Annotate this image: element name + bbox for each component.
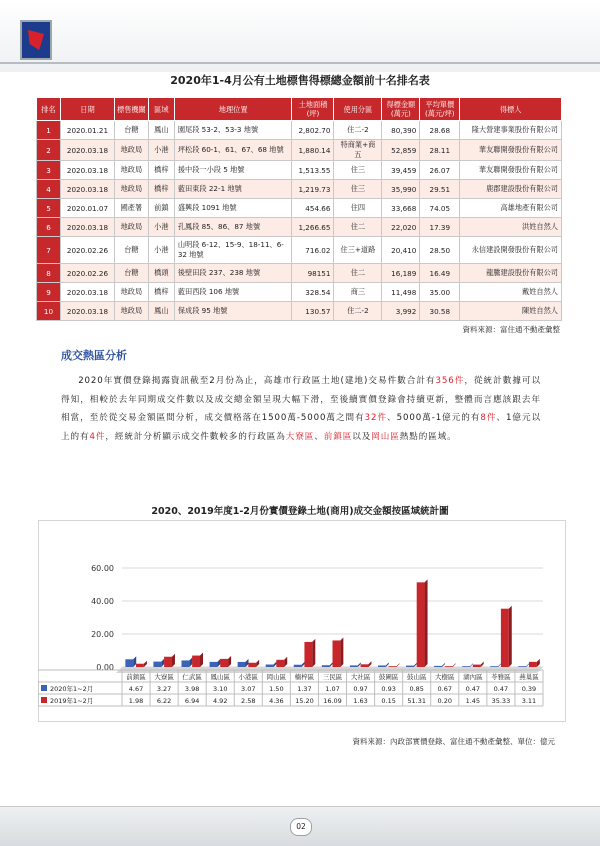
cell-location: 園尾段 53-2、53-3 地號: [174, 121, 292, 140]
cell-zone: 住二-2: [334, 302, 382, 321]
bar-2019: [473, 665, 481, 667]
bar-side: [537, 659, 540, 667]
cell-winner: 隆大營建事業股份有限公司: [460, 121, 562, 140]
cell-zone: 住二: [334, 218, 382, 237]
cell-date: 2020.03.18: [60, 302, 114, 321]
cell-location: 援中段一小段 5 地號: [174, 161, 292, 180]
cell-agency: 地政局: [114, 283, 148, 302]
x-tick-label: 鼓圃區: [378, 673, 399, 681]
data-label: 0.47: [493, 685, 509, 693]
cell-zone: 住三+道路: [334, 237, 382, 264]
cell-location: 坪松段 60-1、61、67、68 地號: [174, 140, 292, 161]
data-label: 0.93: [381, 685, 396, 693]
cell-agency: 地政局: [114, 161, 148, 180]
bar-2019: [417, 582, 425, 667]
data-label: 0.85: [409, 685, 424, 693]
cell-district: 鳳山: [148, 121, 174, 140]
bar-side: [425, 579, 428, 667]
bar-2019: [333, 640, 341, 667]
bar-2020: [350, 665, 358, 667]
cell-rank: 2: [37, 140, 61, 161]
cell-winner: 華友聯開發股份有限公司: [460, 161, 562, 180]
cell-winner: 鹿郡建設股份有限公司: [460, 180, 562, 199]
bar-2019: [445, 666, 453, 667]
cell-zone: 住二: [334, 264, 382, 283]
data-label: 1.50: [269, 685, 284, 693]
bar-side: [228, 656, 231, 667]
col-header-district: 區域: [148, 98, 174, 121]
bar-side: [358, 662, 361, 667]
cell-zone: 住四: [334, 199, 382, 218]
cell-agency: 地政局: [114, 180, 148, 199]
cell-district: 小港: [148, 140, 174, 161]
cell-rank: 10: [37, 302, 61, 321]
data-label: 0.20: [437, 697, 453, 705]
cell-amount: 3,992: [382, 302, 420, 321]
cell-unit-price: 28.11: [420, 140, 460, 161]
cell-rank: 6: [37, 218, 61, 237]
cell-location: 保成段 95 地號: [174, 302, 292, 321]
col-header-location: 地理位置: [174, 98, 292, 121]
table-row: [37, 218, 562, 237]
bar-side: [200, 653, 203, 667]
data-label: 1.98: [128, 697, 144, 705]
page-number: 02: [290, 818, 312, 836]
table-row: [37, 180, 562, 199]
cell-unit-price: 16.49: [420, 264, 460, 283]
data-label: 1.37: [297, 685, 312, 693]
cell-rank: 1: [37, 121, 61, 140]
data-label: 51.31: [407, 697, 427, 705]
cell-date: 2020.02.26: [60, 264, 114, 283]
cell-area: 454.66: [292, 199, 334, 218]
data-label: 3.07: [241, 685, 256, 693]
data-label: 1.63: [353, 697, 368, 705]
cell-district: 橋梓: [148, 283, 174, 302]
data-label: 1.45: [465, 697, 481, 705]
data-label: 1.07: [325, 685, 340, 693]
x-tick-label: 岡山區: [266, 673, 287, 681]
cell-location: 藍田東段 22-1 地號: [174, 180, 292, 199]
cell-amount: 39,459: [382, 161, 420, 180]
data-label: 3.98: [184, 685, 200, 693]
x-tick-label: 燕巢區: [519, 673, 539, 681]
data-label: 0.15: [381, 697, 396, 705]
data-label: 4.36: [269, 697, 284, 705]
cell-zone: 住三: [334, 180, 382, 199]
data-label: 0.39: [521, 685, 537, 693]
bar-side: [368, 661, 371, 667]
x-tick-label: 苓雅區: [491, 673, 511, 681]
table-row: [37, 161, 562, 180]
y-tick-label: 0.00: [96, 663, 114, 672]
bar-2020: [238, 662, 246, 667]
section-title: 成交熱區分析: [61, 349, 127, 362]
x-tick-label: 湖內區: [463, 673, 483, 681]
cell-district: 橋梓: [148, 161, 174, 180]
cell-rank: 4: [37, 180, 61, 199]
table-source-note: 資料來源：富住通不動產彙整: [462, 325, 560, 334]
cell-area: 130.57: [292, 302, 334, 321]
bar-2019: [136, 664, 144, 667]
bar-2019: [529, 662, 537, 667]
cell-winner: 洪姓自然人: [460, 218, 562, 237]
bar-side: [481, 662, 484, 667]
data-label: 3.11: [521, 697, 537, 705]
bar-side: [498, 663, 501, 667]
bar-side: [312, 639, 315, 667]
cell-winner: 陳姓自然人: [460, 302, 562, 321]
x-tick-label: 大寮區: [154, 673, 174, 681]
cell-unit-price: 30.58: [420, 302, 460, 321]
col-header-zone: 使用分區: [334, 98, 382, 121]
x-tick-label: 三民區: [322, 673, 343, 681]
x-tick-label: 小港區: [238, 673, 259, 681]
bar-2019: [220, 659, 228, 667]
cell-unit-price: 28.50: [420, 237, 460, 264]
cell-rank: 7: [37, 237, 61, 264]
cell-district: 小港: [148, 237, 174, 264]
x-tick-label: 仁武區: [182, 673, 202, 681]
bar-side: [453, 663, 456, 667]
district-amount-bar-chart: [38, 520, 564, 720]
bar-side: [172, 654, 175, 667]
data-label: 0.97: [353, 685, 368, 693]
bar-side: [284, 657, 287, 667]
cell-amount: 35,990: [382, 180, 420, 199]
cell-amount: 80,390: [382, 121, 420, 140]
bar-side: [144, 661, 147, 667]
cell-rank: 5: [37, 199, 61, 218]
cell-winner: 龍騰建設股份有限公司: [460, 264, 562, 283]
bar-2020: [518, 666, 526, 667]
data-label: 6.22: [156, 697, 172, 705]
cell-rank: 3: [37, 161, 61, 180]
cell-date: 2020.03.18: [60, 180, 114, 199]
data-label: 16.09: [323, 697, 342, 705]
bar-2020: [462, 666, 470, 667]
cell-agency: 地政局: [114, 218, 148, 237]
cell-agency: 地政局: [114, 140, 148, 161]
cell-amount: 52,859: [382, 140, 420, 161]
table-row: [37, 264, 562, 283]
cell-amount: 20,410: [382, 237, 420, 264]
bar-side: [442, 663, 445, 667]
table-row: [37, 140, 562, 161]
cell-district: 橋梓: [148, 180, 174, 199]
legend-swatch: [41, 697, 47, 703]
bar-side: [256, 660, 259, 667]
cell-date: 2020.03.18: [60, 161, 114, 180]
cell-area: 716.02: [292, 237, 334, 264]
col-header-rank: 排名: [37, 98, 61, 121]
bar-2020: [378, 665, 386, 667]
cell-district: 小港: [148, 218, 174, 237]
cell-date: 2020.03.18: [60, 218, 114, 237]
col-header-date: 日期: [60, 98, 114, 121]
cell-district: 橋頭: [148, 264, 174, 283]
bar-side: [470, 663, 473, 667]
cell-winner: 高雄地產有限公司: [460, 199, 562, 218]
cell-location: 藍田西段 106 地號: [174, 283, 292, 302]
cell-unit-price: 29.51: [420, 180, 460, 199]
bar-2020: [490, 666, 498, 667]
col-header-unit-price: 平均單價(萬元/坪): [420, 98, 460, 121]
cell-district: 鳳山: [148, 302, 174, 321]
table-row: [37, 199, 562, 218]
bar-side: [386, 662, 389, 667]
bar-side: [414, 663, 417, 667]
cell-location: 後壁田段 237、238 地號: [174, 264, 292, 283]
bar-side: [526, 663, 529, 667]
table-row: [37, 283, 562, 302]
bar-2020: [322, 665, 330, 667]
table-row: [37, 302, 562, 321]
cell-location: 孔鳳段 85、86、87 地號: [174, 218, 292, 237]
analysis-paragraph: 2020年實價登錄揭露資訊截至2月份為止，高雄市行政區土地(建地)交易件數合計有356件，從統計數據可以得知，相較於去年同期成交件數以及成交總金額呈現大幅下滑，至後續實價登錄會持續更新，整體而言應該跟去年相當，至於從交易金額區間分析，成交價格落在1500萬-5000萬之間有32件、5000萬-1億元的有8件、1億元以上的有4件，經統計分析顯示成交件數較多的行政區為大寮區、前鎮區以及岡山區熱點的區域。: [61, 376, 542, 442]
cell-location: 山明段 6-12、15-9、18-11、6-32 地號: [174, 237, 292, 264]
table-row: [37, 237, 562, 264]
legend-entry: 2019年1~2月: [50, 697, 94, 705]
bar-2020: [182, 660, 190, 667]
cell-agency: 台糖: [114, 121, 148, 140]
cell-date: 2020.03.18: [60, 283, 114, 302]
data-label: 4.92: [212, 697, 228, 705]
col-header-winner: 得標人: [460, 98, 562, 121]
cell-unit-price: 26.07: [420, 161, 460, 180]
cell-area: 98151: [292, 264, 334, 283]
table-header-row: [37, 98, 562, 121]
cell-unit-price: 17.39: [420, 218, 460, 237]
table-row: [37, 121, 562, 140]
cell-agency: 地政局: [114, 302, 148, 321]
cell-rank: 8: [37, 264, 61, 283]
cell-agency: 台糖: [114, 237, 148, 264]
bar-side: [396, 663, 399, 667]
bar-2019: [304, 642, 312, 667]
cell-area: 1,219.73: [292, 180, 334, 199]
x-tick-label: 鼓山區: [406, 673, 427, 681]
cell-amount: 22,020: [382, 218, 420, 237]
bar-2019: [501, 609, 509, 667]
header-divider: [0, 62, 600, 64]
bar-2020: [294, 665, 302, 667]
legend-entry: 2020年1~2月: [50, 685, 94, 693]
cell-winner: 戴姓自然人: [460, 283, 562, 302]
cell-unit-price: 28.68: [420, 121, 460, 140]
x-tick-label: 鳳山區: [210, 673, 230, 681]
y-tick-label: 40.00: [91, 597, 114, 606]
cell-agency: 台糖: [114, 264, 148, 283]
bar-side: [330, 662, 333, 667]
cell-date: 2020.02.26: [60, 237, 114, 264]
bar-2019: [389, 666, 397, 667]
bar-2020: [434, 666, 442, 667]
col-header-agency: 標售機關: [114, 98, 148, 121]
bar-side: [340, 637, 343, 667]
cell-date: 2020.01.21: [60, 121, 114, 140]
cell-area: 1,513.55: [292, 161, 334, 180]
cell-winner: 華友聯開發股份有限公司: [460, 140, 562, 161]
col-header-amount: 得標金額(萬元): [382, 98, 420, 121]
bar-side: [133, 656, 136, 667]
bar-2019: [248, 663, 256, 667]
bar-2020: [266, 665, 274, 667]
cell-amount: 11,498: [382, 283, 420, 302]
y-tick-label: 60.00: [91, 564, 114, 573]
bar-side: [245, 659, 248, 667]
data-label: 0.67: [437, 685, 453, 693]
x-tick-label: 大社區: [350, 673, 371, 681]
table-title: 2020年1-4月公有土地標售得標總金額前十名排名表: [170, 74, 430, 87]
x-tick-label: 楠梓區: [294, 673, 315, 681]
bar-2020: [125, 659, 133, 667]
bar-side: [161, 659, 164, 667]
bar-2020: [406, 666, 414, 667]
data-label: 0.47: [465, 685, 481, 693]
data-label: 4.67: [128, 685, 144, 693]
cell-unit-price: 35.00: [420, 283, 460, 302]
bar-side: [217, 659, 220, 667]
y-tick-label: 20.00: [91, 630, 114, 639]
bar-2020: [153, 662, 161, 667]
cell-area: 328.54: [292, 283, 334, 302]
legend-swatch: [41, 685, 47, 691]
publisher-logo-icon: [20, 20, 52, 60]
cell-date: 2020.01.07: [60, 199, 114, 218]
cell-agency: 國產署: [114, 199, 148, 218]
chart-title: 2020、2019年度1-2月份實價登錄土地(商用)成交金額按區域統計圖: [151, 506, 449, 517]
cell-amount: 33,668: [382, 199, 420, 218]
data-label: 2.58: [241, 697, 256, 705]
cell-area: 1,880.14: [292, 140, 334, 161]
cell-location: 盛興段 1091 地號: [174, 199, 292, 218]
data-label: 6.94: [184, 697, 200, 705]
cell-zone: 住三: [334, 161, 382, 180]
cell-unit-price: 74.05: [420, 199, 460, 218]
cell-zone: 住二-2: [334, 121, 382, 140]
bar-side: [509, 606, 512, 667]
cell-date: 2020.03.18: [60, 140, 114, 161]
data-label: 3.27: [156, 685, 172, 693]
bar-2019: [276, 660, 284, 667]
bar-2019: [164, 657, 172, 667]
data-label: 15.20: [295, 697, 314, 705]
bar-side: [189, 657, 192, 667]
cell-zone: 特商業+商五: [334, 140, 382, 161]
chart-source-note: 資料來源：內政部實價登錄、富住通不動產彙整、單位：億元: [352, 737, 555, 746]
x-tick-label: 前鎮區: [126, 673, 146, 681]
ranking-table: [36, 97, 562, 321]
bar-2019: [192, 656, 200, 667]
cell-district: 前鎮: [148, 199, 174, 218]
bar-side: [274, 662, 277, 667]
bar-side: [302, 662, 305, 667]
cell-area: 1,266.65: [292, 218, 334, 237]
cell-area: 2,802.70: [292, 121, 334, 140]
x-tick-label: 大樹區: [435, 673, 455, 681]
cell-zone: 商三: [334, 283, 382, 302]
data-label: 35.33: [491, 697, 511, 705]
cell-amount: 16,189: [382, 264, 420, 283]
bar-2020: [210, 662, 218, 667]
cell-winner: 永信建設開發股份有限公司: [460, 237, 562, 264]
bar-2019: [361, 664, 369, 667]
col-header-area: 土地面積(坪): [292, 98, 334, 121]
cell-rank: 9: [37, 283, 61, 302]
data-label: 3.10: [212, 685, 228, 693]
